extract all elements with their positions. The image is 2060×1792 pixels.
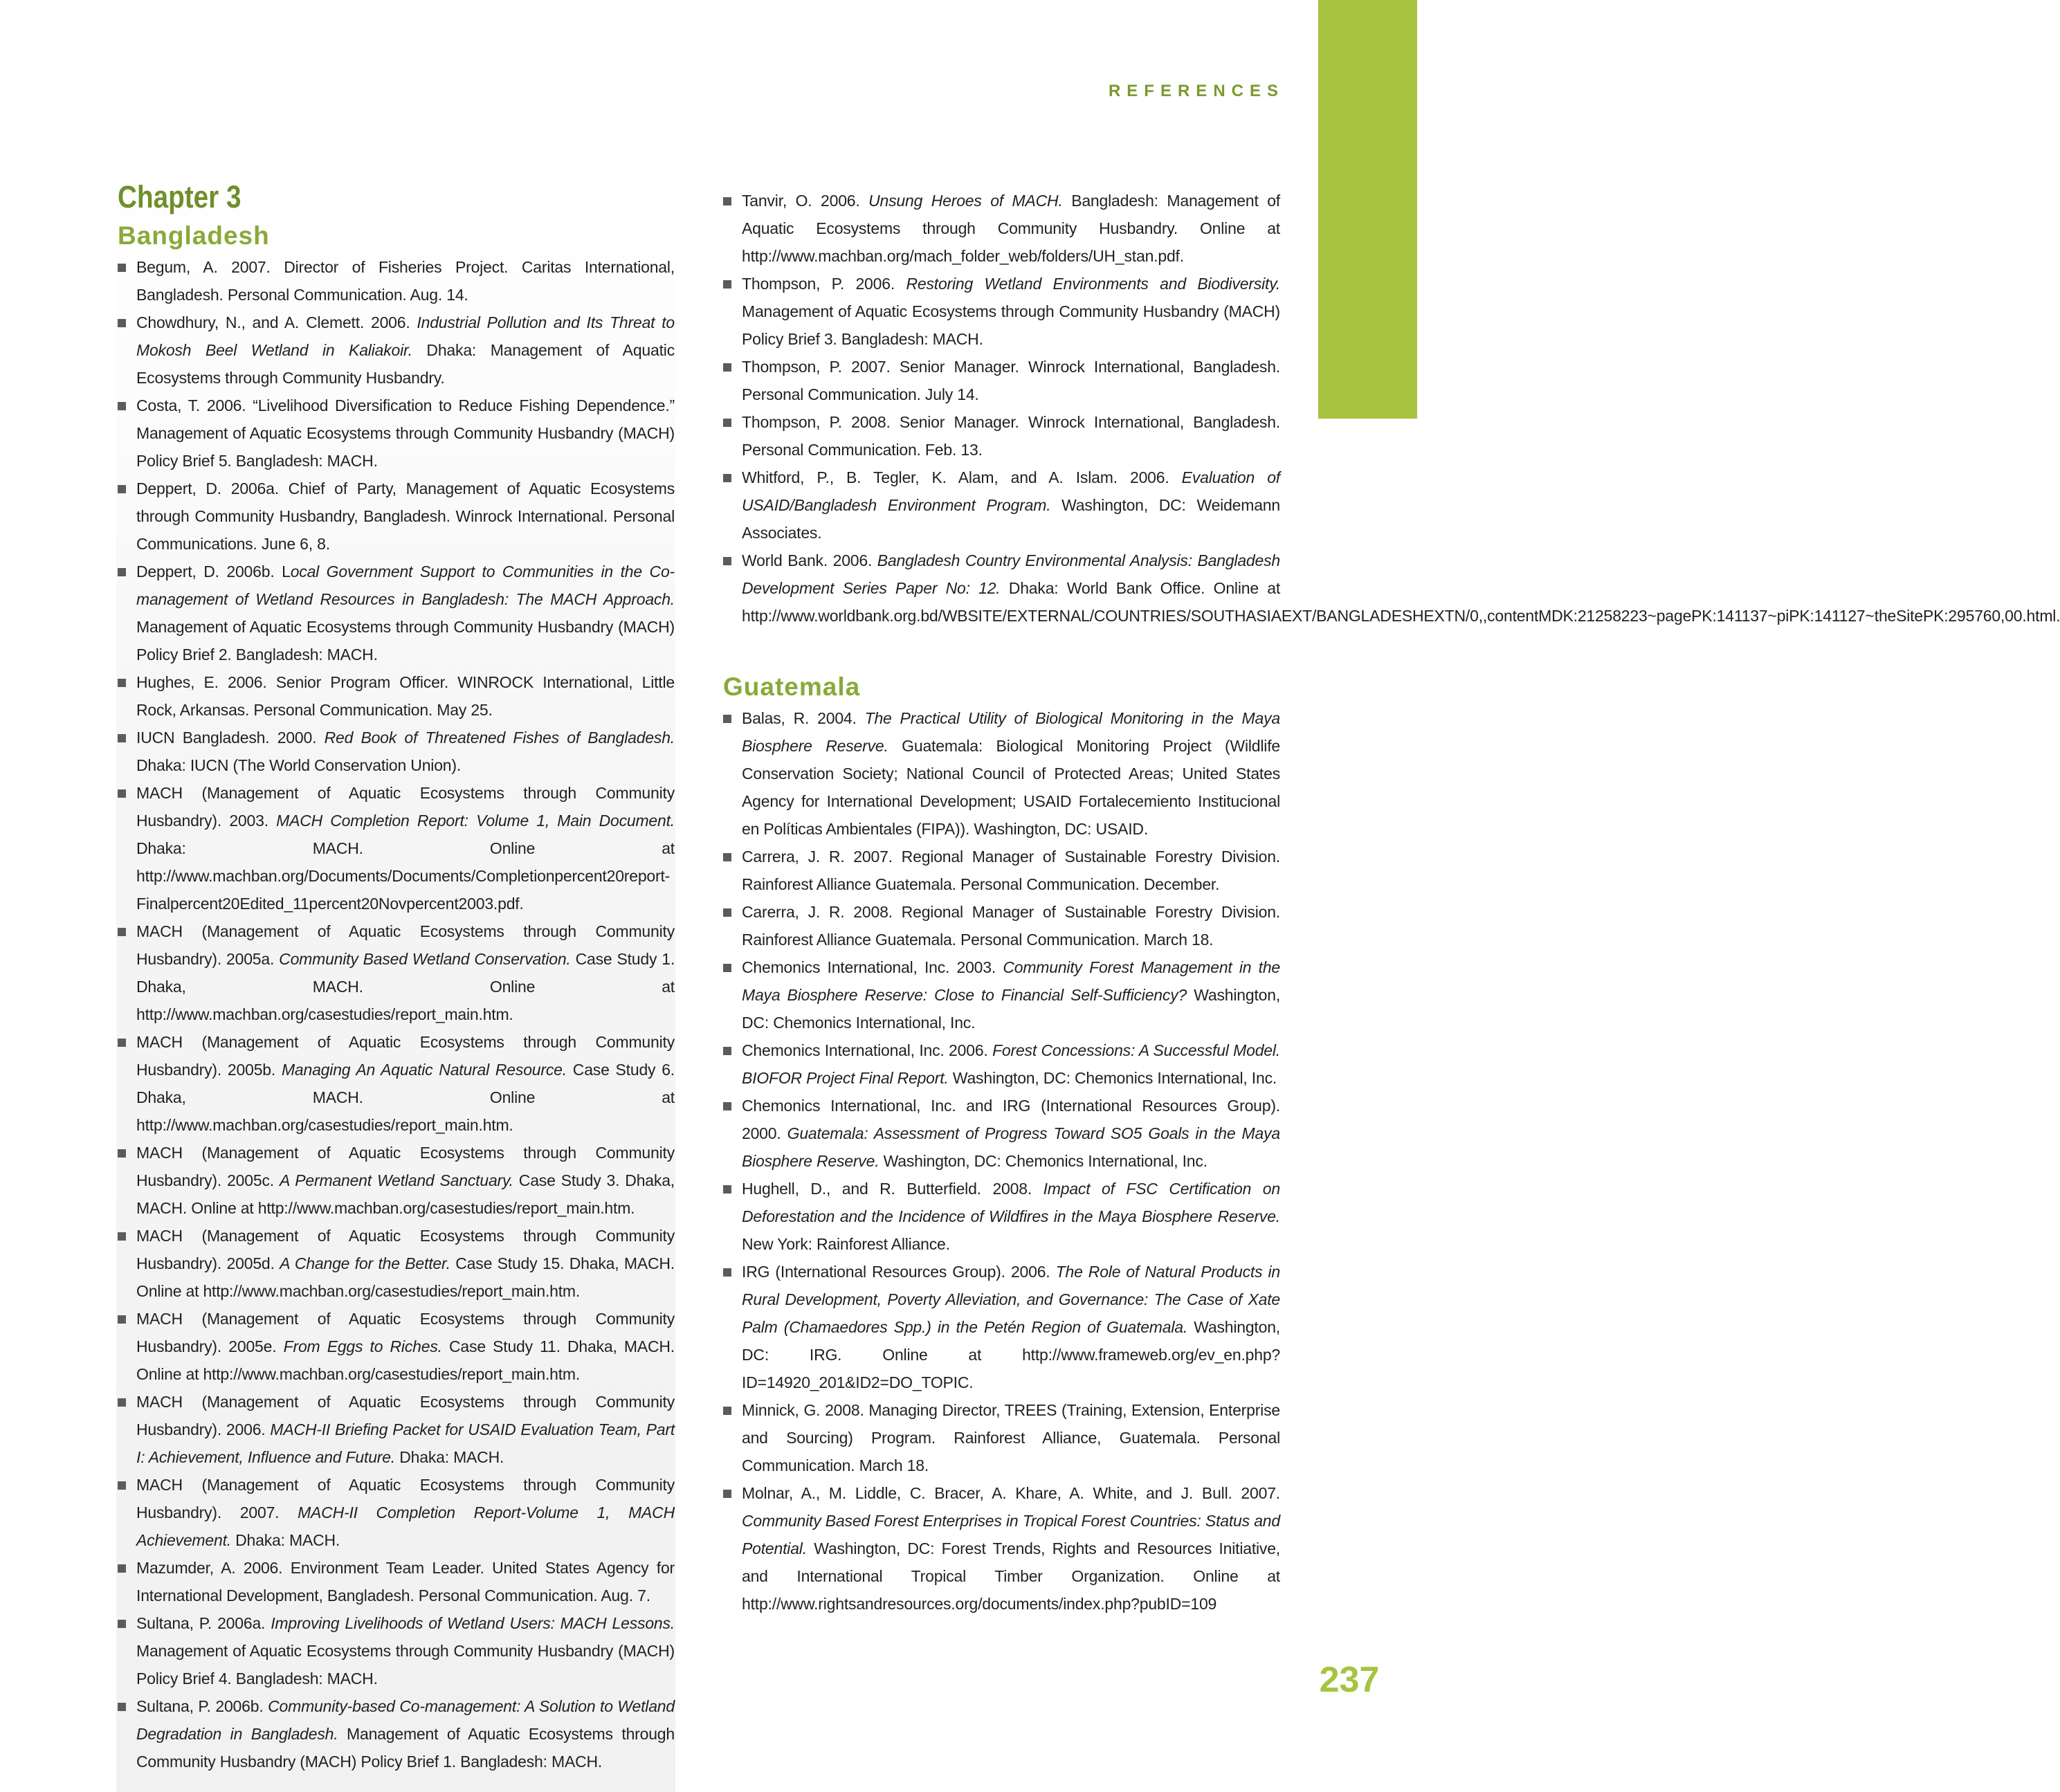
reference-item [723,1396,1280,1479]
reference-item [723,408,1280,464]
reference-title: MACH-II Completion Report-Volume 1, MACH Achievement. [136,1503,675,1549]
reference-text: Thompson, P. 2007. Senior Manager. Winrock International, Bangladesh. Personal Communication. July 14. [742,358,1280,403]
reference-text: Deppert, D. 2006b. L [136,563,291,580]
reference-item [723,547,2060,630]
reference-title: Evaluation of USAID/Bangladesh Environment Program. [742,468,1280,514]
square-bullet-icon [118,928,126,936]
reference-text: Whitford, P., B. Tegler, K. Alam, and A. Islam. 2006. [742,468,1182,486]
square-bullet-icon [723,1102,731,1110]
reference-item [723,843,1280,898]
reference-item [723,1258,1280,1396]
reference-text: IUCN Bangladesh. 2000. [136,729,325,747]
square-bullet-icon [723,1185,731,1194]
reference-title: Community Forest Management in the Maya Biosphere Reserve: Close to Financial Self-Sufficiency? [742,958,1281,1004]
reference-title: Improving Livelihoods of Wetland Users: MACH Lessons. [271,1614,675,1632]
reference-text: MACH (Management of Aquatic Ecosystems through Community Husbandry). 2005c. [136,1144,675,1189]
square-bullet-icon [723,715,731,723]
reference-text: World Bank. 2006. [742,551,877,569]
reference-item [723,464,1280,547]
reference-text: Mazumder, A. 2006. Environment Team Leader. United States Agency for International Development, Bangladesh. Personal Communication. Aug. 7. [136,1559,675,1604]
reference-publisher: Dhaka: World Bank Office. Online at http://www.worldbank.org.bd/WBSITE/EXTERNAL/COUNTRIES/SOUTHASIAEXT/BANGLADESHEXTN/0,,contentMDK:21258223~pagePK:141137~piPK:141127~theSitePK:295760,00.html. [742,579,2060,625]
reference-item [723,187,1280,270]
reference-publisher: Washington, DC: IRG. Online at http://www.frameweb.org/ev_en.php?ID=14920_201&ID2=DO_TOPIC. [742,1318,1280,1391]
reference-item [118,558,675,668]
square-bullet-icon [118,1039,126,1047]
reference-title: From Eggs to Riches. [283,1337,442,1355]
reference-title: MACH-II Briefing Packet for USAID Evaluation Team, Part I: Achievement, Influence and Future. [136,1420,675,1466]
reference-text: Carerra, J. R. 2008. Regional Manager of Sustainable Forestry Division. Rainforest Alliance Guatemala. Personal Communication. March 18. [742,903,1280,949]
square-bullet-icon [723,908,731,917]
reference-text: Balas, R. 2004. [742,709,865,727]
reference-item [118,668,675,724]
square-bullet-icon [723,363,731,372]
reference-title: A Permanent Wetland Sanctuary. [279,1171,513,1189]
reference-publisher: Dhaka: MACH. [395,1448,504,1466]
reference-title: Managing An Aquatic Natural Resource. [281,1061,567,1079]
reference-item [118,1028,675,1139]
reference-item [118,1471,675,1554]
reference-item [118,1554,675,1609]
reference-publisher: Case Study 6. Dhaka, MACH. Online at http://www.machban.org/casestudies/report_main.htm. [136,1061,675,1134]
reference-text: Tanvir, O. 2006. [742,192,869,210]
reference-title: Forest Concessions: A Successful Model. BIOFOR Project Final Report. [742,1041,1280,1087]
reference-publisher: Dhaka: IUCN (The World Conservation Union). [136,756,462,774]
reference-item [723,1036,1280,1092]
reference-item [723,953,1280,1036]
left-column [118,179,675,1775]
section-title-bangladesh: Bangladesh [118,221,270,250]
reference-text: MACH (Management of Aquatic Ecosystems through Community Husbandry). 2005a. [136,922,675,968]
reference-item [723,1175,1280,1258]
square-bullet-icon [723,474,731,482]
reference-text: Deppert, D. 2006a. Chief of Party, Management of Aquatic Ecosystems through Community Husbandry, Bangladesh. Winrock International. Personal Communications. June 6, 8. [136,479,675,553]
reference-list [723,187,2060,630]
reference-list [723,704,1280,1618]
reference-title: Impact of FSC Certification on Deforestation and the Incidence of Wildfires in the Maya Biosphere Reserve. [742,1180,1280,1225]
reference-publisher: Guatemala: Biological Monitoring Project (Wildlife Conservation Society; National Council of Protected Areas; United States Agency for International Development; USAID Fortalecemiento Institucional en Políticas Ambientales (FIPA)). Washington, DC: USAID. [742,737,1280,838]
reference-item [118,917,675,1028]
chapter-title: Chapter 3 [118,179,241,214]
square-bullet-icon [118,568,126,576]
reference-item [723,704,1280,843]
reference-text: Minnick, G. 2008. Managing Director, TREES (Training, Extension, Enterprise and Sourcing) Program. Rainforest Alliance, Guatemala. Personal Communication. March 18. [742,1401,1280,1474]
reference-publisher: Management of Aquatic Ecosystems through Community Husbandry (MACH) Policy Brief 4. Bangladesh: MACH. [136,1642,675,1688]
reference-publisher: Case Study 11. Dhaka, MACH. Online at http://www.machban.org/casestudies/report_main.htm. [136,1337,675,1383]
reference-publisher: Washington, DC: Chemonics International, Inc. [879,1152,1207,1170]
reference-text: Carrera, J. R. 2007. Regional Manager of Sustainable Forestry Division. Rainforest Alliance Guatemala. Personal Communication. December. [742,848,1280,893]
reference-publisher: Dhaka: Management of Aquatic Ecosystems through Community Husbandry. [136,341,675,387]
square-bullet-icon [118,1703,126,1711]
square-bullet-icon [118,1149,126,1158]
reference-title: Community-based Co-management: A Solution to Wetland Degradation in Bangladesh. [136,1697,675,1743]
reference-text: Chemonics International, Inc. 2003. [742,958,1003,976]
reference-item [118,1692,675,1775]
reference-publisher: Washington, DC: Weidemann Associates. [742,496,1280,542]
reference-title: The Role of Natural Products in Rural Development, Poverty Alleviation, and Governance: The Case of Xate Palm (Chamaedores Spp.) in the Petén Region of Guatemala. [742,1263,1280,1336]
reference-text: Hughell, D., and R. Butterfield. 2008. [742,1180,1043,1198]
reference-item [118,1388,675,1471]
reference-text: IRG (International Resources Group). 2006. [742,1263,1056,1281]
square-bullet-icon [118,1232,126,1241]
running-head: REFERENCES [1108,82,1284,100]
reference-publisher: Dhaka: MACH. [230,1531,340,1549]
page-number: 237 [1319,1660,1380,1700]
reference-title: Unsung Heroes of MACH. [868,192,1063,210]
square-bullet-icon [723,1490,731,1498]
square-bullet-icon [118,679,126,687]
square-bullet-icon [723,419,731,427]
reference-publisher: Case Study 3. Dhaka, MACH. Online at http://www.machban.org/casestudies/report_main.htm. [136,1171,675,1217]
section-title-guatemala: Guatemala [723,673,861,701]
reference-publisher: Management of Aquatic Ecosystems through Community Husbandry (MACH) Policy Brief 3. Bangladesh: MACH. [742,302,1280,348]
reference-text: MACH (Management of Aquatic Ecosystems through Community Husbandry). 2006. [136,1393,675,1438]
reference-publisher: New York: Rainforest Alliance. [742,1235,950,1253]
reference-publisher: Washington, DC: Chemonics International, Inc. [742,986,1281,1032]
reference-item [723,353,1280,408]
square-bullet-icon [118,1481,126,1490]
square-bullet-icon [118,264,126,272]
reference-text: MACH (Management of Aquatic Ecosystems through Community Husbandry). 2007. [136,1476,675,1521]
square-bullet-icon [118,1564,126,1573]
reference-text: Chemonics International, Inc. 2006. [742,1041,993,1059]
reference-title: Bangladesh Country Environmental Analysis: Bangladesh Development Series Paper No: 12. [742,551,1280,597]
square-bullet-icon [723,1268,731,1277]
reference-text: Begum, A. 2007. Director of Fisheries Project. Caritas International, Bangladesh. Personal Communication. Aug. 14. [136,258,675,304]
square-bullet-icon [118,734,126,742]
square-bullet-icon [118,1315,126,1324]
reference-item [118,1305,675,1388]
square-bullet-icon [723,853,731,861]
reference-item [118,724,675,779]
reference-item [118,253,675,309]
reference-text: Chowdhury, N., and A. Clemett. 2006. [136,313,417,331]
reference-item [118,309,675,392]
reference-text: MACH (Management of Aquatic Ecosystems through Community Husbandry). 2005d. [136,1227,675,1272]
reference-text: MACH (Management of Aquatic Ecosystems through Community Husbandry). 2005b. [136,1033,675,1079]
reference-publisher: Case Study 1. Dhaka, MACH. Online at http://www.machban.org/casestudies/report_main.htm. [136,950,675,1023]
section-tab [1318,0,1417,419]
reference-title: Guatemala: Assessment of Progress Toward SO5 Goals in the Maya Biosphere Reserve. [742,1124,1280,1170]
reference-publisher: Management of Aquatic Ecosystems through Community Husbandry (MACH) Policy Brief 1. Bangladesh: MACH. [136,1725,675,1771]
reference-item [723,898,1280,953]
reference-publisher: Washington, DC: Forest Trends, Rights and Resources Initiative, and International Tropical Timber Organization. Online at http://www.rightsandresources.org/documents/index.php?pubID=109 [742,1539,1280,1613]
reference-text: Thompson, P. 2006. [742,275,906,293]
reference-item [118,1222,675,1305]
reference-title: Community Based Forest Enterprises in Tropical Forest Countries: Status and Potential. [742,1512,1280,1557]
reference-item [118,779,675,917]
square-bullet-icon [118,319,126,327]
reference-publisher: Washington, DC: Chemonics International, Inc. [948,1069,1277,1087]
reference-publisher: Dhaka: MACH. Online at http://www.machban.org/Documents/Documents/Completionpercent20report-Finalpercent20Edited_11percent20Novpercent2003.pdf. [136,839,675,913]
reference-item [118,475,675,558]
reference-title: Red Book of Threatened Fishes of Bangladesh. [324,729,675,747]
reference-publisher: Bangladesh: Management of Aquatic Ecosystems through Community Husbandry. Online at http://www.machban.org/mach_folder_web/folders/UH_stan.pdf. [742,192,1280,265]
reference-title: The Practical Utility of Biological Monitoring in the Maya Biosphere Reserve. [742,709,1280,755]
square-bullet-icon [118,789,126,798]
square-bullet-icon [723,280,731,289]
reference-text: MACH (Management of Aquatic Ecosystems through Community Husbandry). 2003. [136,784,675,830]
square-bullet-icon [723,964,731,972]
reference-item [723,270,1280,353]
reference-item [723,1092,1280,1175]
right-column [723,187,2060,1618]
reference-title: MACH Completion Report: Volume 1, Main Document. [276,812,675,830]
reference-text: MACH (Management of Aquatic Ecosystems through Community Husbandry). 2005e. [136,1310,675,1355]
reference-title: Industrial Pollution and Its Threat to Mokosh Beel Wetland in Kaliakoir. [136,313,675,359]
reference-title: Community Based Wetland Conservation. [279,950,571,968]
reference-title: A Change for the Better. [280,1254,450,1272]
square-bullet-icon [723,197,731,205]
reference-text: Sultana, P. 2006b. [136,1697,268,1715]
reference-title: ocal Government Support to Communities in the Co-management of Wetland Resources in Bangladesh: The MACH Approach. [136,563,675,608]
square-bullet-icon [723,1407,731,1415]
reference-item [118,1609,675,1692]
square-bullet-icon [118,1620,126,1628]
reference-text: Hughes, E. 2006. Senior Program Officer. WINROCK International, Little Rock, Arkansas. Personal Communication. May 25. [136,673,675,719]
square-bullet-icon [118,1398,126,1407]
reference-item [118,392,675,475]
reference-text: Costa, T. 2006. “Livelihood Diversification to Reduce Fishing Dependence.” Management of Aquatic Ecosystems through Community Husbandry (MACH) Policy Brief 5. Bangladesh: MACH. [136,396,675,470]
reference-text: Chemonics International, Inc. and IRG (International Resources Group). 2000. [742,1097,1280,1142]
reference-title: Restoring Wetland Environments and Biodiversity. [906,275,1281,293]
reference-text: Sultana, P. 2006a. [136,1614,271,1632]
reference-publisher: Management of Aquatic Ecosystems through Community Husbandry (MACH) Policy Brief 2. Bangladesh: MACH. [136,618,675,664]
square-bullet-icon [118,485,126,493]
reference-item [723,1479,1280,1618]
square-bullet-icon [118,402,126,410]
reference-list [118,253,675,1775]
reference-item [118,1139,675,1222]
reference-text: Thompson, P. 2008. Senior Manager. Winrock International, Bangladesh. Personal Communication. Feb. 13. [742,413,1280,459]
square-bullet-icon [723,1047,731,1055]
reference-text: Molnar, A., M. Liddle, C. Bracer, A. Khare, A. White, and J. Bull. 2007. [742,1484,1280,1502]
square-bullet-icon [723,557,731,565]
reference-publisher: Case Study 15. Dhaka, MACH. Online at http://www.machban.org/casestudies/report_main.htm. [136,1254,675,1300]
